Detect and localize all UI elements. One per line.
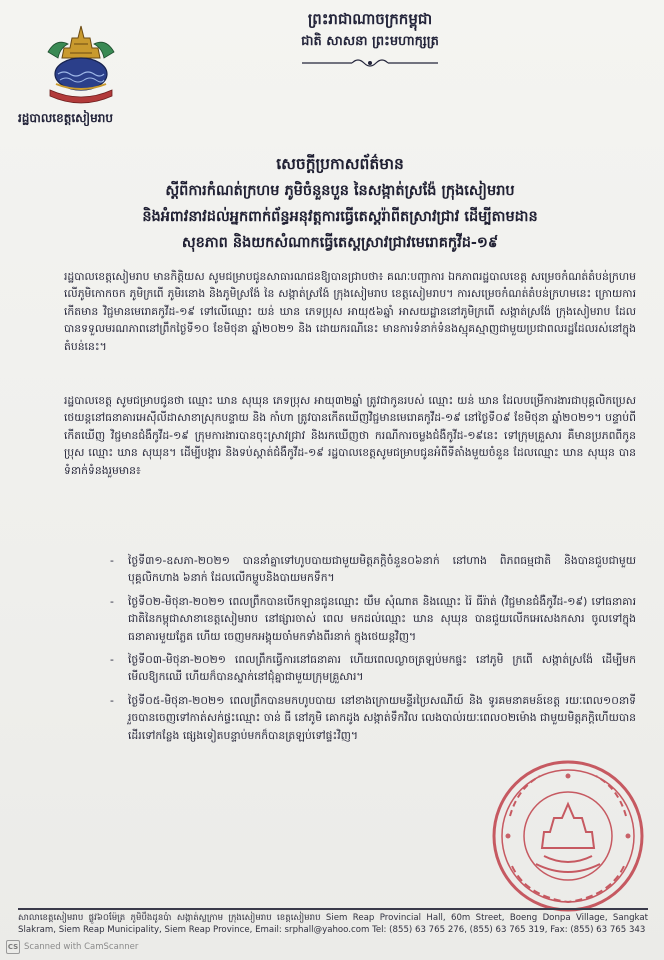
list-item-text: ថ្ងៃទី០២-មិថុនា-២០២១ ពេលព្រឹកបានបើកឡានជូនឈ្មោះ យឹម សុំណាត និងឈ្មោះ រ៉ៃ ធីរ៉ាត់ (វិជ្ជមានជំងឺកូវីដ-១៩) ទៅធនាគារជាតិនៃកម្ពុជាសាខាខេត្តសៀមរាប នៅផ្សារចាស់ ពេល មកដល់ឈ្មោះ ឃាន សុឃុន បានជួយលើកអេសេងកសារ ចូលទៅក្នុងធនាគារមួយភ្លែត ហើយ ចេញមកអង្គុយចាំមកទាំងពីរនាក់ ក្នុងថេយន្តវិញ។	[128, 594, 636, 643]
footer-address	[18, 912, 648, 936]
title-subject-line-1: ស្តីពីការកំណត់ក្រហម ភូមិចំនួនបួន នៃសង្កាត់ស្រង៉ែ ក្រុងសៀមរាប	[165, 183, 515, 199]
scanner-watermark	[6, 940, 138, 954]
list-item: - ថ្ងៃទី៣១-ឧសភា-២០២១ បាននាំគ្នាទៅហូបបាយជាមួយមិត្តភក្តិចំនួន០៦នាក់ នៅហាង ពិភពធម្មជាតិ និងបានជួបជាមួយបុគ្គលិកហាង ៦នាក់ ដែលលើកម្ហូបនិងបាយមកទឹក។	[110, 554, 636, 585]
footer-divider	[18, 908, 648, 910]
scanner-watermark-text: Scanned with CamScanner	[24, 942, 139, 952]
camscanner-logo-icon: CS	[6, 940, 20, 954]
contact-timeline-list	[110, 552, 636, 750]
title-subject-line-2: និងអំពាវនាវដល់អ្នកពាក់ព័ន្ធអនុវត្តការធ្វើតេស្តរ៉ាពីតស្រាវជ្រាវ ដើម្បីតាមដាន	[142, 209, 538, 225]
organization-name: រដ្ឋបាលខេត្តសៀមរាប	[18, 111, 113, 125]
kingdom-heading: ព្រះរាជាណាចក្រកម្ពុជា	[307, 10, 433, 28]
list-item-text: ថ្ងៃទី០៥-មិថុនា-២០២១ ពេលព្រឹកបានមកហូបបាយ នៅខាងក្រោយមន្ទីរប្រៃសណីយ៍ និង ទូរគមនាគមន៍ខេត្ត រយៈពេល១០នាទី រួចបានចេញទៅកាត់សក់ផ្ទះឈ្មោះ ចាន់ ធី នៅភូមិ គោកដូង សង្កាត់ទឹកវិល លេងបាល់រយៈពេល០២ម៉ោង ជាមួយមិត្តភក្តិហើយបានដើរទៅកន្លែង ផ្សេងទៀតបន្ទាប់មកក៏បានត្រឡប់ទៅផ្ទះវិញ។	[128, 693, 636, 742]
provincial-logo-icon	[40, 22, 122, 104]
footer-address-khmer: សាលាខេត្តសៀមរាប ផ្លូវ៦០ម៉ែត្រ ភូមិបឹងដូនប៉ា សង្កាត់ស្លក្រាម ក្រុងសៀមរាប ខេត្តសៀមរាប	[18, 913, 321, 923]
list-item-text: ថ្ងៃទី០៣-មិថុនា-២០២១ ពេលព្រឹកធ្វើការនៅធនាគារ ហើយពេលល្ងាចត្រឡប់មកផ្ទះ នៅភូមិ ក្រពើ សង្កាត់ស្រង៉ែ ដើម្បីមកមើលឱ្យកឈើ ហើយក៏បានស្នាក់នៅជុំគ្នាជាមួយក្រុមគ្រួសារ។	[128, 653, 636, 684]
list-item: - ថ្ងៃទី០២-មិថុនា-២០២១ ពេលព្រឹកបានបើកឡានជូនឈ្មោះ យឹម សុំណាត និងឈ្មោះ រ៉ៃ ធីរ៉ាត់ (វិជ្ជមានជំងឺកូវីដ-១៩) ទៅធនាគារជាតិនៃកម្ពុជាសាខាខេត្តសៀមរាប នៅផ្សារចាស់ ពេល មកដល់ឈ្មោះ ឃាន សុឃុន បានជួយលើកអេសេងកសារ ចូលទៅក្នុងធនាគារមួយភ្លែត ហើយ ចេញមកអង្គុយចាំមកទាំងពីរនាក់ ក្នុងថេយន្តវិញ។	[110, 594, 636, 643]
list-item: - ថ្ងៃទី០៣-មិថុនា-២០២១ ពេលព្រឹកធ្វើការនៅធនាគារ ហើយពេលល្ងាចត្រឡប់មកផ្ទះ នៅភូមិ ក្រពើ សង្កាត់ស្រង៉ែ ដើម្បីមកមើលឱ្យកឈើ ហើយក៏បានស្នាក់នៅជុំគ្នាជាមួយក្រុមគ្រួសារ។	[110, 653, 636, 684]
body-paragraph-1: រដ្ឋបាលខេត្តសៀមរាប មានកិត្តិយស សូមជម្រាបជូនសាធារណជនឱ្យបានជ្រាបថា៖ គណៈបញ្ជាការ ឯកភាពរដ្ឋបាលខេត្ត សម្រេចកំណត់តំបន់ក្រហម លើភូមិកោកចក ភូមិក្រពើ ភូមិរនោង និងភូមិស្រង៉ែ នៃ សង្កាត់ស្រង៉ែ ក្រុងសៀមរាប ខេត្តសៀមរាប។ ការសម្រេចកំណត់តំបន់ក្រហមនេះ ក្រោយការកើតមាន វិជ្ជមានមេរោគកូវីដ-១៩ ទៅលើឈ្មោះ យន់ ឃាន ភេទប្រុស អាយុ៥៦ឆ្នាំ អាសយដ្ឋាននៅភូមិក្រពើ សង្កាត់ស្រង៉ែ ក្រុងសៀមរាប ដែលបានទទួលមរណភាពនៅព្រឹកថ្ងៃទី១០ ខែមិថុនា ឆ្នាំ២០២១ និង ដោយករណីនេះ មានការទំនាក់ទំនងស្មុគស្មាញជាមួយប្រជាពលរដ្ឋដែលរស់នៅក្នុងតំបន់នេះ។	[64, 270, 636, 353]
document-title: សេចក្តីប្រកាសព័ត៌មាន	[276, 155, 404, 173]
list-item-text: ថ្ងៃទី៣១-ឧសភា-២០២១ បាននាំគ្នាទៅហូបបាយជាមួយមិត្តភក្តិចំនួន០៦នាក់ នៅហាង ពិភពធម្មជាតិ និងបានជួបជាមួយបុគ្គលិកហាង ៦នាក់ ដែលលើកម្ហូបនិងបាយមកទឹក។	[128, 554, 636, 585]
body-paragraph-2: រដ្ឋបាលខេត្ត សូមជម្រាបជូនថា ឈ្មោះ ឃាន សុឃុន ភេទប្រុស អាយុ៣២ឆ្នាំ ត្រូវជាកូនរបស់ ឈ្មោះ យន់ ឃាន ដែលបម្រើការងារជាបុគ្គលិកប្រេស ថេយន្តនៅធនាគារអេស៊ីលីដាសាខាស្រុកបន្ទាយ និង កាំហា ត្រូវបានកើតឃើញវិជ្ជមានមេរោគកូវីដ-១៩ នៅថ្ងៃទី០៩ ខែមិថុនា ឆ្នាំ២០២១។ បន្ទាប់ពីកើតឃើញ វិជ្ជមានជំងឺកូវីដ-១៩ ក្រុមការងារបានចុះស្រាវជ្រាវ និងរកឃើញថា ករណីការចម្លងជំងឺកូវីដ-១៩នេះ ទៅក្រុមគ្រួសារ គឺមានប្រភពពីកូនប្រុស ឈ្មោះ ឃាន សុឃុន។ ដើម្បីបង្ការ និងទប់ស្កាត់ជំងឺកូវីដ-១៩ រដ្ឋបាលខេត្តសូមជម្រាបជូនអំពីទីតាំងមួយចំនួន ដែលឈ្មោះ ឃាន សុឃុន បានទំនាក់ទំនងរួមមាន៖	[64, 394, 636, 477]
title-subject-line-3: សុខភាព និងយកសំណាកធ្វើតេស្តស្រាវជ្រាវមេរោគកូវីដ-១៩	[181, 235, 499, 251]
official-seal-stamp-icon	[488, 756, 648, 916]
ornament-divider-icon	[300, 56, 440, 70]
footer-address-english: Siem Reap Provincial Hall, 60m Street, Boeng Donpa Village, Sangkat Slakram, Siem Reap Municipality, Siem Reap Province, Email: srphall@yahoo.com Tel: (855) 63 765 276, (855) 63 765 319, Fax: (855) 63 765 343	[18, 913, 649, 935]
national-motto: ជាតិ សាសនា ព្រះមហាក្សត្រ	[301, 34, 439, 49]
list-item: - ថ្ងៃទី០៥-មិថុនា-២០២១ ពេលព្រឹកបានមកហូបបាយ នៅខាងក្រោយមន្ទីរប្រៃសណីយ៍ និង ទូរគមនាគមន៍ខេត្ត រយៈពេល១០នាទី រួចបានចេញទៅកាត់សក់ផ្ទះឈ្មោះ ចាន់ ធី នៅភូមិ គោកដូង សង្កាត់ទឹកវិល លេងបាល់រយៈពេល០២ម៉ោង ជាមួយមិត្តភក្តិហើយបានដើរទៅកន្លែង ផ្សេងទៀតបន្ទាប់មកក៏បានត្រឡប់ទៅផ្ទះវិញ។	[110, 693, 636, 742]
